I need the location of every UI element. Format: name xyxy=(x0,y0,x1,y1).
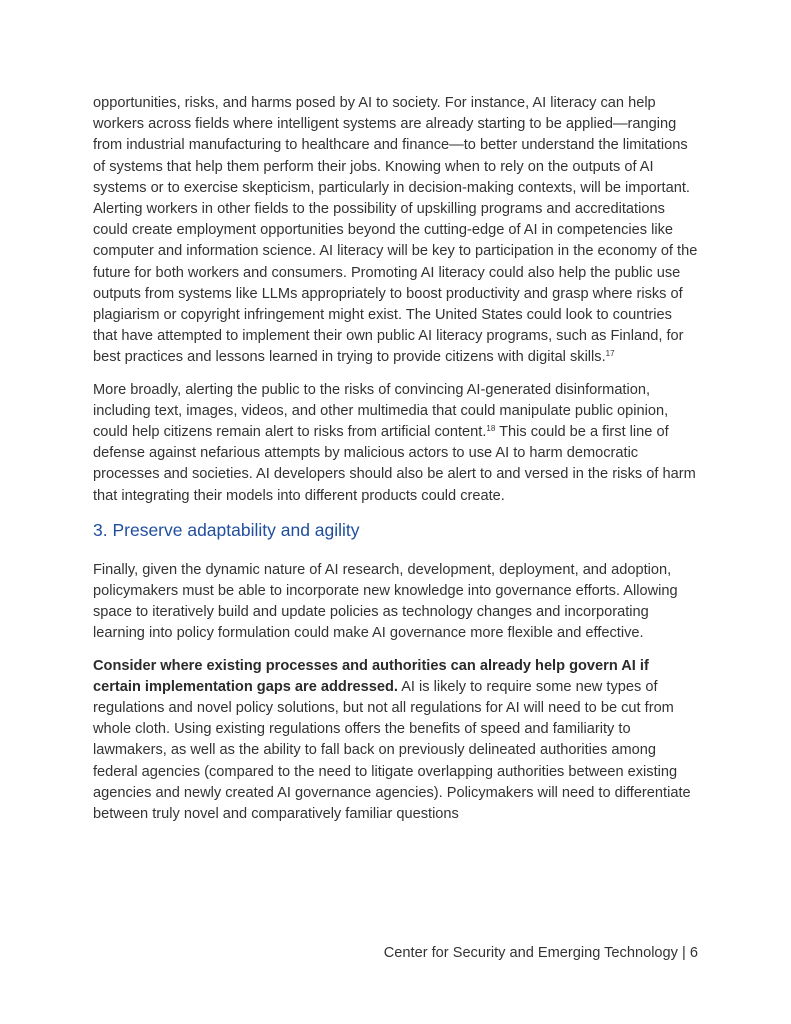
paragraph-text: opportunities, risks, and harms posed by AI to society. For instance, AI literacy can help workers across fields where intelligent systems are already starting to be applied—ranging from industrial manufacturing to healthcare and finance—to better understand the limitations of systems that help them perform their jobs. Knowing when to rely on the outputs of AI systems or to exercise skepticism, particularly in decision-making contexts, will be important. Alerting workers in other fields to the possibility of upskilling programs and accreditations could create employment opportunities beyond the cutting-edge of AI in competencies like computer and information science. AI literacy will be key to participation in the economy of the future for both workers and consumers. Promoting AI literacy could also help the public use outputs from systems like LLMs appropriately to boost productivity and grasp where risks of plagiarism or copyright infringement might exist. The United States could look to countries that have attempted to implement their own public AI literacy programs, such as Finland, for best practices and lessons learned in trying to provide citizens with digital skills. xyxy=(93,95,698,366)
page-number: 6 xyxy=(689,945,698,961)
paragraph-text: More broadly, alerting the public to the risks of convincing AI-generated disinformation, including text, images, videos, and other multimedia that could manipulate public opinion, could help citizens remain alert to risks from artificial content. xyxy=(93,381,669,441)
page-footer xyxy=(384,943,698,963)
footer-separator: | xyxy=(677,945,690,961)
bold-lead-sentence: Consider where existing processes and authorities can already help govern AI if certain implementation gaps are addressed. xyxy=(93,657,649,695)
paragraph-existing-authorities xyxy=(93,656,699,826)
paragraph-text: AI is likely to require some new types of regulations and novel policy solutions, but not all regulations for AI will need to be cut from whole cloth. Using existing regulations offers the benefits of speed and familiarity to lawmakers, as well as the ability to fall back on previously delineated authorities among federal agencies (compared to the need to litigate overlapping authorities between existing agencies and newly created AI governance agencies). Policymakers will need to differentiate between truly novel and comparatively familiar questions xyxy=(93,678,691,823)
section-heading: 3. Preserve adaptability and agility xyxy=(93,519,360,540)
document-page xyxy=(93,93,699,836)
paragraph-ai-literacy xyxy=(93,93,699,369)
footnote-ref-18[interactable]: 18 xyxy=(486,424,496,434)
footnote-ref-17[interactable]: 17 xyxy=(605,349,615,359)
paragraph-disinformation xyxy=(93,380,699,507)
paragraph-text: Finally, given the dynamic nature of AI research, development, deployment, and adoption, policymakers must be able to incorporate new knowledge into governance efforts. Allowing space to iteratively build and update policies as technology changes and incorporating learning into policy formulation could make AI governance more flexible and effective. xyxy=(93,561,678,642)
paragraph-adaptability xyxy=(93,560,699,645)
footer-org-name: Center for Security and Emerging Technology xyxy=(383,945,678,961)
paragraph-text-continued: This could be a first line of defense against nefarious attempts by malicious actors to use AI to harm democratic processes and societies. AI developers should also be alert to and versed in the risks of harm that integrating their models into different products could create. xyxy=(93,424,696,504)
